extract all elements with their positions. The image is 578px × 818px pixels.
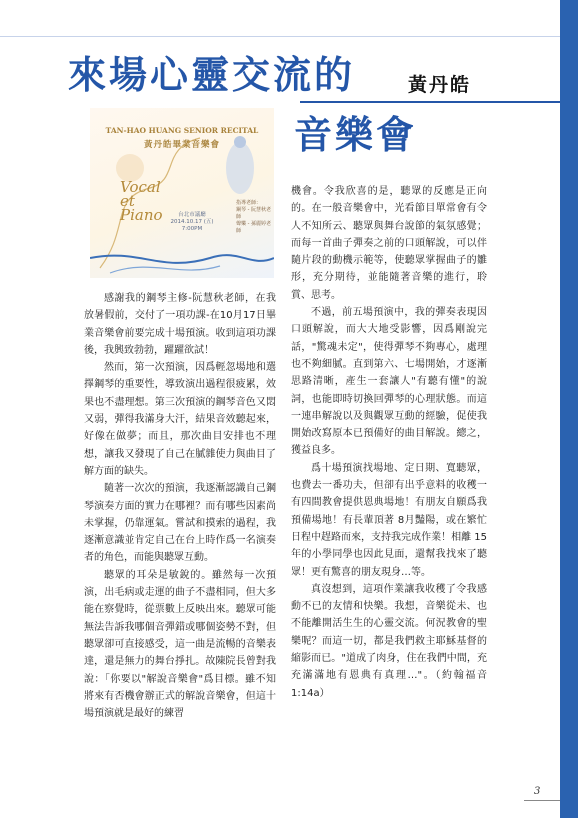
page-number: 3 <box>534 786 541 797</box>
author-name: 黃丹皓 <box>408 74 472 96</box>
right-text-column <box>291 183 487 702</box>
poster-time: 7:00PM <box>181 226 203 232</box>
article-title-line1: 來場心靈交流的 <box>68 52 356 97</box>
paragraph: 隨著一次次的預演，我逐漸認識自己鋼琴演奏方面的實力在哪裡？而有哪些因素尚未掌握，仍靠運氣。嘗試和摸索的過程，我逐漸意識並肯定自己在台上時作爲一名演奏者的角色，而能與聽眾互動。 <box>84 483 276 564</box>
poster-title-en: TAN-HAO HUANG SENIOR RECITAL <box>105 126 259 135</box>
poster-teachers <box>236 200 274 235</box>
paragraph: 不過，前五場預演中，我的彈奏表現因口頭解說，而大大地受影響，因爲剛說完話，"驚魂未定"，使得彈琴不夠專心，處理也不夠細膩。直到第六、七場開始，才逐漸思路清晰，產生一套讓人"有聽有懂"的說詞，也能即時切換回彈琴的心理狀態。而這一連串解說以及與觀眾互動的經驗，促使我開始改寫原本已預備好的曲目解說。總之，獲益良多。 <box>291 307 487 457</box>
paragraph: 機會。令我欣喜的是，聽眾的反應是正向的。在一般音樂會中，光看節目單常會有令人不知所云、聽眾與舞台說節的氣氛感覺；而每一首曲子彈奏之前的口頭解說，可以伴隨片段的動機示範等，使聽眾掌握曲子的雛形，充分期待，並能隨著音樂的進行，聆賞、思考。 <box>291 186 487 301</box>
poster-vocal-piano: Vocal et Piano <box>120 178 163 224</box>
left-text-column <box>84 290 276 722</box>
paragraph: 感謝我的鋼琴主修-阮慧秋老師，在我放暑假前，交付了一項功課-在10月17日畢業音樂會前要完成十場預演。收到這項功課後，我興致勃勃，躍躍欲試！ <box>84 293 276 356</box>
header-rule <box>0 36 560 37</box>
paragraph: 聽眾的耳朵是敏銳的。雖然每一次預演，出毛病或走運的曲子不盡相同，但大多能在察覺時，從票數上反映出來。聽眾可能無法告訴我哪個音彈錯或哪個姿勢不對，但聽眾卻可直接感受，這一曲是流暢的音樂表達，還是無力的舞台掙扎。故陳院長曾對我說：「你要以"解說音樂會"爲目標。雖不知將來有否機會辦正式的解說音樂會，但這十場預演就是最好的練習 <box>84 569 276 720</box>
paragraph: 爲十場預演找場地、定日期、寬聽眾，也費去一番功夫，但卻有出乎意料的收穫一有四間教會提供恩典場地！有朋友自願爲我預備場地！有長輩頂著 8月豔陽，或在繁忙日程中趕路而來，支持我完成作業！相離 15年的小學同學也因此見面，還幫我找來了聽眾！更有驚喜的朋友現身…等。 <box>291 462 487 578</box>
poster-info-label: 指導老師： <box>236 200 262 206</box>
recital-poster-image <box>90 108 274 278</box>
poster-title-zh: 黃丹皓畢業音樂會 <box>143 140 220 150</box>
page-edge-color-band <box>560 0 578 818</box>
poster-venue: 台北市議廳 <box>178 212 206 218</box>
page-number-rule <box>524 800 560 801</box>
poster-info-teachers: 鋼琴 - 阮慧秋老師 聲樂 - 孫麗婷老師 <box>236 207 271 234</box>
poster-date: 2014.10.17 (五) <box>170 219 214 225</box>
article-title-line2: 音樂會 <box>294 112 418 157</box>
paragraph: 然而，第一次預演，因爲輕忽場地和選擇鋼琴的重要性，導致演出過程很疲累，效果也不盡理想。第三次預演的鋼琴音色又悶又弱，彈得我滿身大汗，結果音效聽起來，好像在做夢；而且，那次曲目安排也不理想，讓我又發現了自己在膩雜使力與曲目了解方面的缺失。 <box>84 362 276 477</box>
poster-event-details <box>156 212 228 233</box>
title-underline <box>300 101 560 103</box>
paragraph: 真沒想到，這項作業讓我收穫了令我感動不已的友情和快樂。我想，音樂從未、也不能離開活生生的心靈交流。何況教會的聖樂呢？而這一切，都是我們救主耶穌基督的縮影而已。"道成了肉身，住在我們中間，充充滿滿地有恩典有真理…"。（約翰福音 1:14a） <box>291 583 487 699</box>
